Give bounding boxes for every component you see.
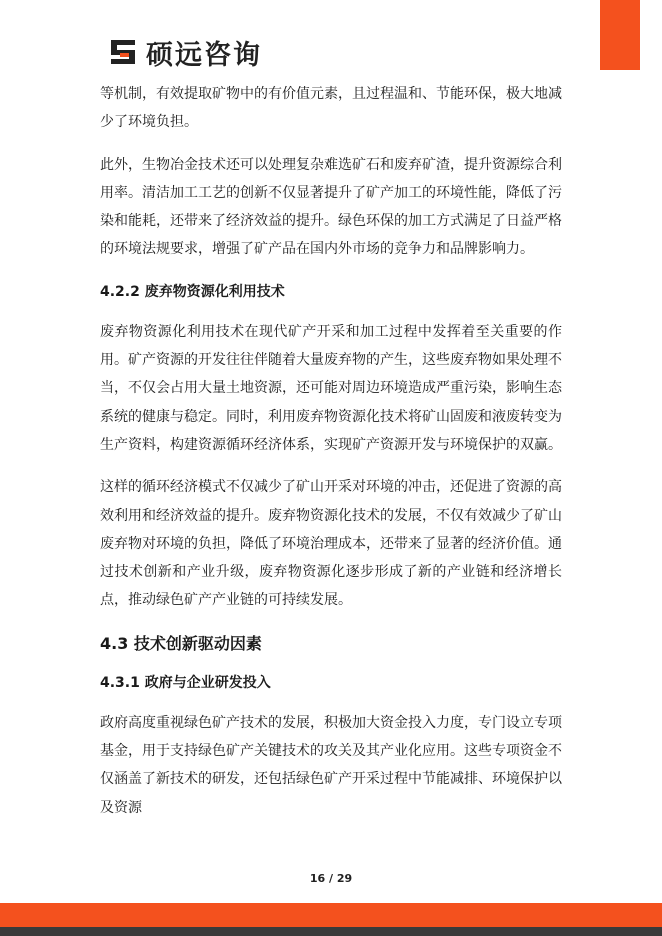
brand-logo: [108, 34, 262, 70]
section-heading-4-3: 4.3 技术创新驱动因素: [100, 633, 262, 653]
paragraph: 此外，生物冶金技术还可以处理复杂难选矿石和废弃矿渣，提升资源综合利用率。清洁加工工艺的创新不仅显著提升了矿产加工的环境性能，降低了污染和能耗，还带来了经济效益的提升。绿色环保的加工方式满足了日益严格的环境法规要求，增强了矿产品在国内外市场的竞争力和品牌影响力。: [100, 156, 562, 258]
brand-name: 硕远咨询: [146, 39, 262, 71]
section-heading-4-3-1: 4.3.1 政府与企业研发投入: [100, 674, 271, 691]
footer-dark-bar: [0, 927, 662, 936]
paragraph: 废弃物资源化利用技术在现代矿产开采和加工过程中发挥着至关重要的作用。矿产资源的开发往往伴随着大量废弃物的产生，这些废弃物如果处理不当，不仅会占用大量土地资源，还可能对周边环境造成严重污染，影响生态系统的健康与稳定。同时，利用废弃物资源化技术将矿山固废和液废转变为生产资料，构建资源循环经济体系，实现矿产资源开发与环境保护的双赢。: [100, 323, 562, 453]
section-heading-4-2-2: 4.2.2 废弃物资源化利用技术: [100, 283, 285, 300]
paragraph: 等机制，有效提取矿物中的有价值元素，且过程温和、节能环保，极大地减少了环境负担。: [100, 86, 562, 131]
paragraph: 政府高度重视绿色矿产技术的发展，积极加大资金投入力度，专门设立专项基金，用于支持绿色矿产关键技术的攻关及其产业化应用。这些专项资金不仅涵盖了新技术的研发，还包括绿色矿产开采过程中节能减排、环境保护以及资源: [100, 714, 562, 816]
s-shaped-bracket-logo-icon: [108, 37, 138, 67]
paragraph: 这样的循环经济模式不仅减少了矿山开采对环境的冲击，还促进了资源的高效利用和经济效益的提升。废弃物资源化技术的发展，不仅有效减少了矿山废弃物对环境的负担，降低了环境治理成本，还带来了显著的经济价值。通过技术创新和产业升级，废弃物资源化逐步形成了新的产业链和经济增长点，推动绿色矿产产业链的可持续发展。: [100, 479, 562, 609]
page-number: 16 / 29: [309, 872, 353, 885]
corner-accent-tab: [600, 0, 640, 70]
document-body: [100, 80, 562, 836]
footer-accent-bar: [0, 903, 662, 927]
